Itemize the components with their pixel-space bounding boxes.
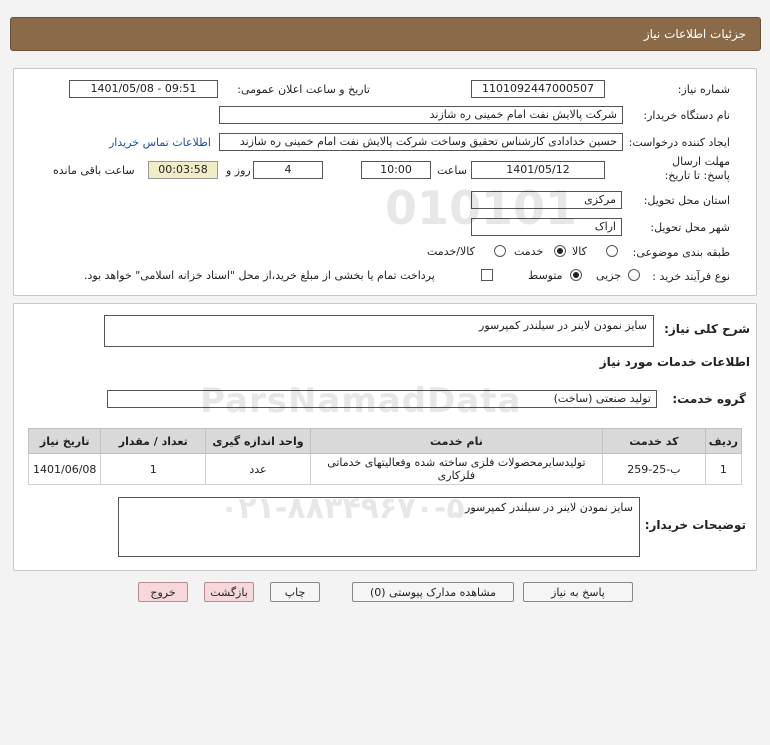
- city-label: شهر محل تحویل:: [650, 221, 730, 234]
- service-group-label: گروه خدمت:: [672, 392, 746, 406]
- attachments-button[interactable]: مشاهده مدارک پیوستی (0): [352, 582, 514, 602]
- col-row-header: ردیف: [705, 429, 741, 454]
- category-option-service: خدمت: [514, 245, 544, 258]
- days-field[interactable]: 4: [253, 161, 323, 179]
- deadline-time-field[interactable]: 10:00: [361, 161, 431, 179]
- announce-field[interactable]: 1401/05/08 - 09:51: [69, 80, 218, 98]
- cell-code: ب-25-259: [602, 454, 705, 485]
- category-radio-goods-service[interactable]: [494, 245, 506, 257]
- service-group-field[interactable]: تولید صنعتی (ساخت): [107, 390, 657, 408]
- col-name-header: نام خدمت: [310, 429, 602, 454]
- deadline-date-field[interactable]: 1401/05/12: [471, 161, 605, 179]
- days-label: روز و: [226, 164, 251, 177]
- table-row: [29, 454, 742, 485]
- announce-label: تاریخ و ساعت اعلان عمومی:: [237, 83, 370, 96]
- general-description-field[interactable]: سایز نمودن لاینر در سیلندر کمپرسور: [104, 315, 654, 347]
- buyer-notes-field[interactable]: سایز نمودن لاینر در سیلندر کمپرسور: [118, 497, 640, 557]
- col-code-header: کد خدمت: [602, 429, 705, 454]
- creator-field[interactable]: حسین خدادادی کارشناس تحقیق وساخت شرکت پالایش نفت امام خمینی ره شازند: [219, 133, 623, 151]
- cell-qty: 1: [101, 454, 206, 485]
- buyer-notes-label: توضیحات خریدار:: [644, 518, 746, 532]
- remaining-time-field: 00:03:58: [148, 161, 218, 179]
- need-number-field[interactable]: 1101092447000507: [471, 80, 605, 98]
- payment-note: پرداخت تمام یا بخشی از مبلغ خرید،از محل "اسناد خزانه اسلامی" خواهد بود.: [84, 269, 435, 282]
- cell-name: تولیدسایرمحصولات فلزی ساخته شده وفعالیتهای خدماتی فلزکاری: [310, 454, 602, 485]
- cell-date: 1401/06/08: [29, 454, 101, 485]
- province-field[interactable]: مرکزی: [471, 191, 622, 209]
- category-radio-service[interactable]: [554, 245, 566, 257]
- services-section-title: اطلاعات خدمات مورد نیاز: [599, 355, 750, 369]
- process-option-medium: متوسط: [528, 269, 563, 282]
- col-qty-header: تعداد / مقدار: [101, 429, 206, 454]
- back-button[interactable]: بازگشت: [204, 582, 254, 602]
- services-table: [28, 428, 742, 485]
- deadline-label: مهلت ارسال پاسخ: تا تاریخ:: [664, 155, 730, 182]
- buyer-label: نام دستگاه خریدار:: [643, 109, 730, 122]
- general-description-label: شرح کلی نیاز:: [664, 322, 750, 336]
- page-header: [10, 17, 761, 51]
- process-label: نوع فرآیند خرید :: [652, 270, 730, 283]
- print-button[interactable]: چاپ: [270, 582, 320, 602]
- category-option-goods: کالا: [572, 245, 587, 258]
- page-title: جزئیات اطلاعات نیاز: [643, 27, 746, 41]
- treasury-checkbox[interactable]: [481, 269, 493, 281]
- process-radio-minor[interactable]: [628, 269, 640, 281]
- process-radio-medium[interactable]: [570, 269, 582, 281]
- exit-button[interactable]: خروج: [138, 582, 188, 602]
- remaining-label: ساعت باقی مانده: [53, 164, 135, 177]
- time-label: ساعت: [437, 164, 467, 177]
- reply-button[interactable]: پاسخ به نیاز: [523, 582, 633, 602]
- category-label: طبقه بندی موضوعی:: [632, 246, 730, 259]
- category-radio-goods[interactable]: [606, 245, 618, 257]
- process-option-minor: جزیی: [596, 269, 622, 282]
- col-unit-header: واحد اندازه گیری: [206, 429, 311, 454]
- need-info-panel: [13, 68, 757, 296]
- buyer-contact-link[interactable]: اطلاعات تماس خریدار: [109, 136, 211, 149]
- category-option-goods-service: کالا/خدمت: [427, 245, 475, 258]
- col-date-header: تاریخ نیاز: [29, 429, 101, 454]
- need-number-label: شماره نیاز:: [677, 83, 730, 96]
- cell-unit: عدد: [206, 454, 311, 485]
- cell-row: 1: [705, 454, 741, 485]
- province-label: استان محل تحویل:: [643, 194, 730, 207]
- buyer-field[interactable]: شرکت پالایش نفت امام خمینی ره شازند: [219, 106, 623, 124]
- city-field[interactable]: اراک: [471, 218, 622, 236]
- creator-label: ایجاد کننده درخواست:: [628, 136, 730, 149]
